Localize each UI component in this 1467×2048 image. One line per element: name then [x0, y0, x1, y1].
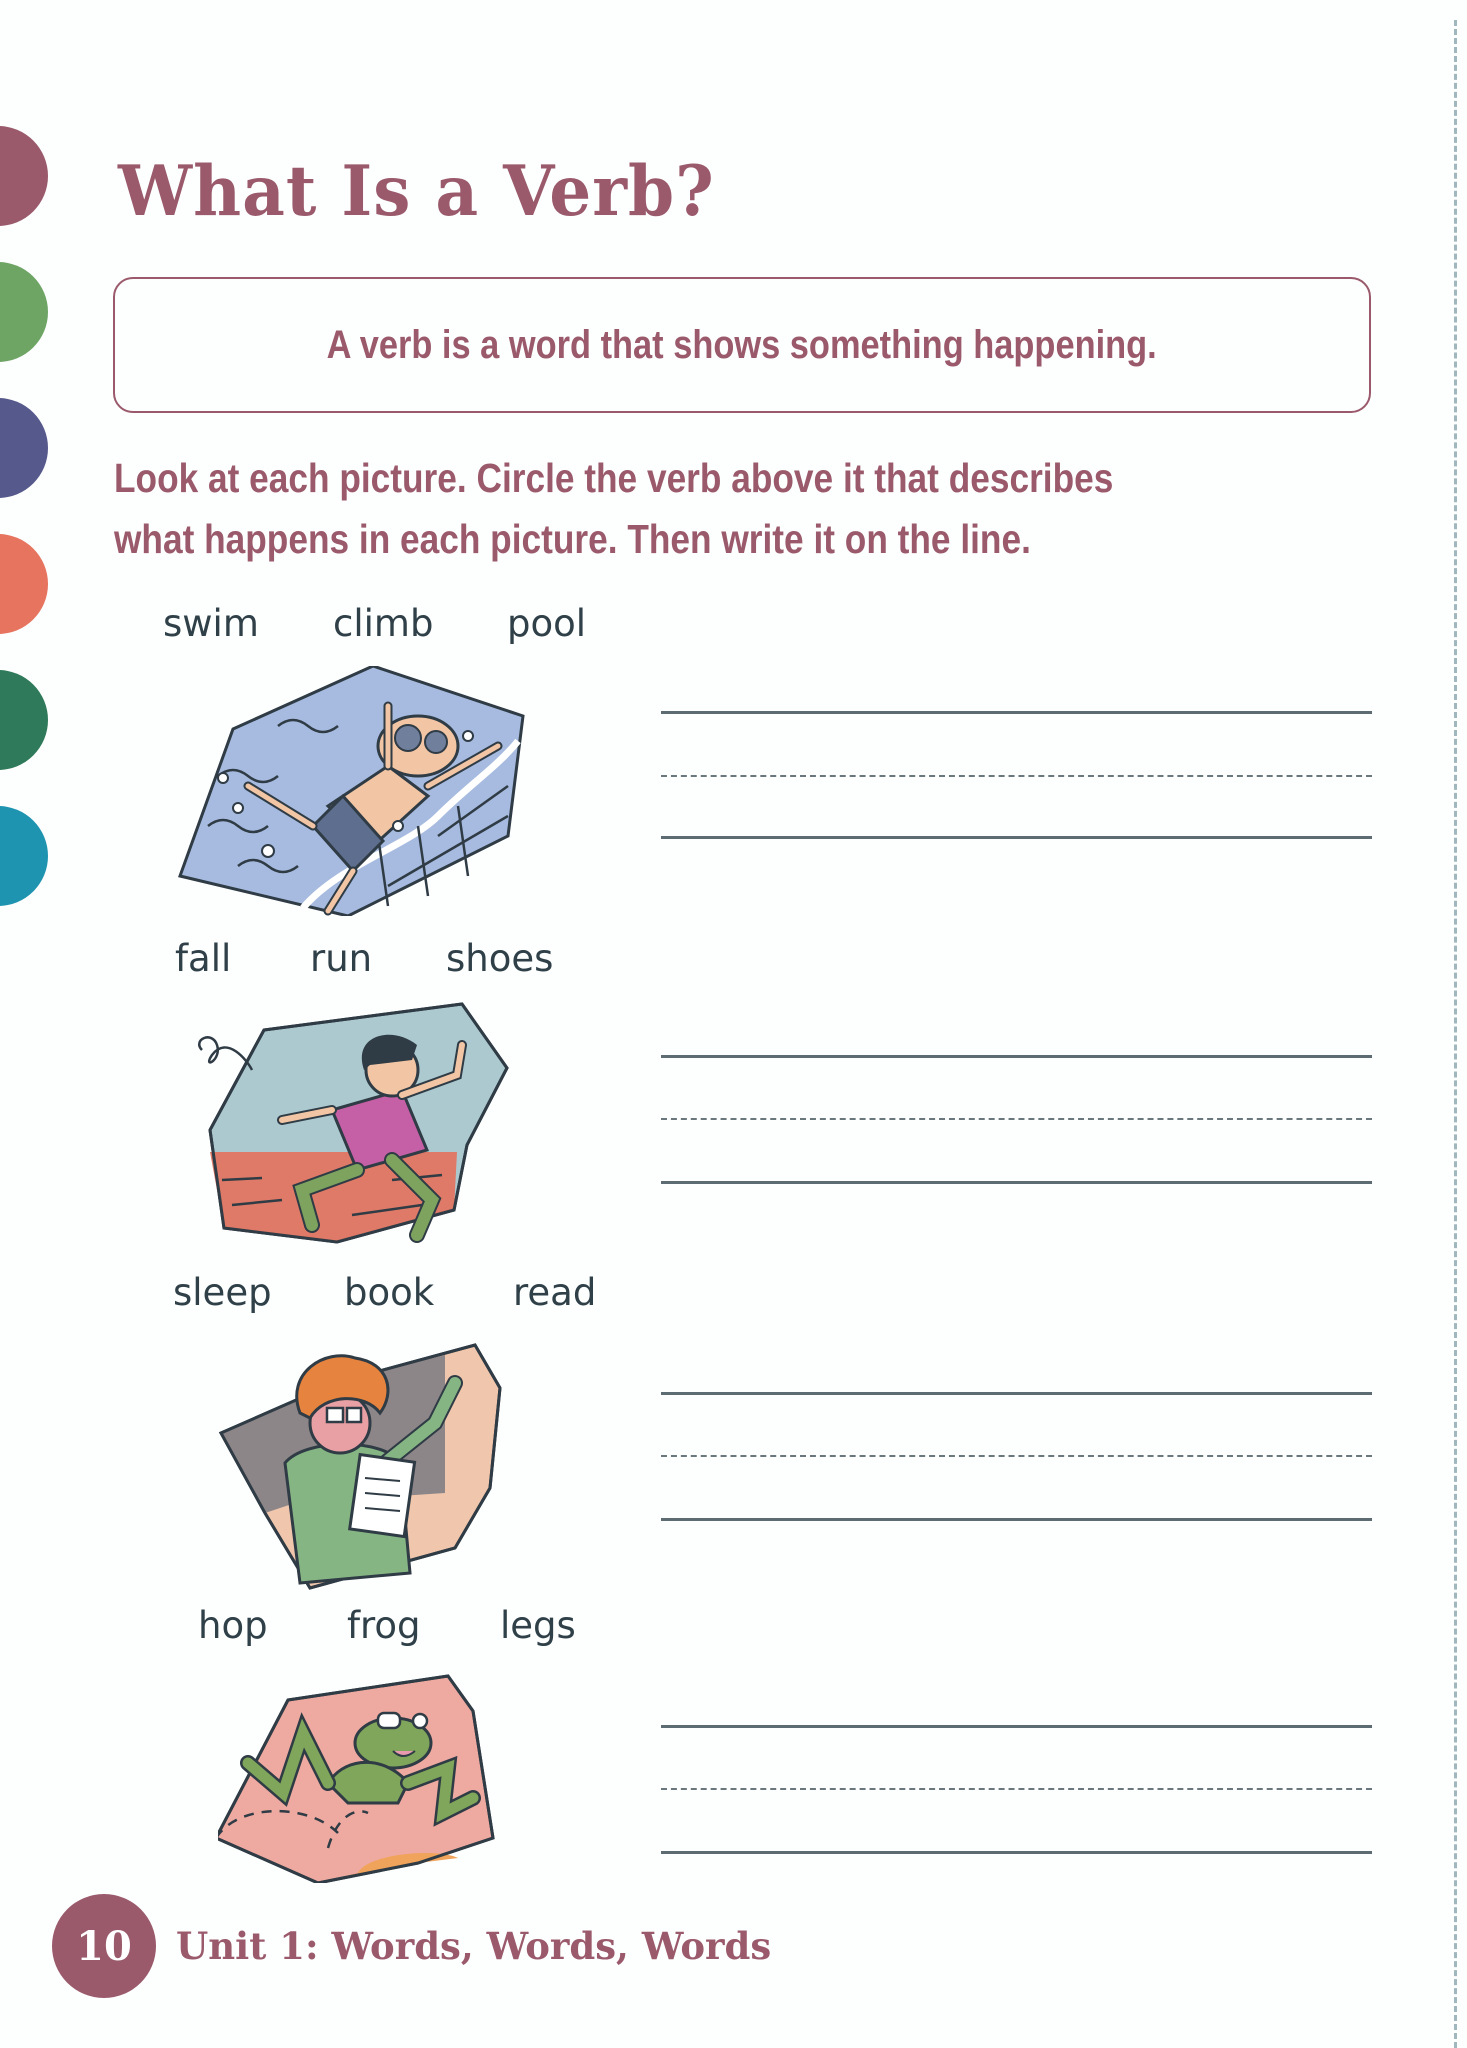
word-option[interactable]: read: [513, 1271, 597, 1314]
definition-text: A verb is a word that shows something happening.: [326, 322, 1158, 367]
instructions: [114, 448, 1189, 570]
word-option[interactable]: climb: [333, 602, 434, 645]
word-option[interactable]: book: [344, 1271, 435, 1314]
swimmer-in-pool-illustration: [178, 666, 530, 916]
word-option[interactable]: shoes: [446, 937, 554, 980]
word-option[interactable]: sleep: [173, 1271, 272, 1314]
side-tab-indigo: [0, 398, 48, 498]
side-tab-green: [0, 262, 48, 362]
answer-line-base[interactable]: [661, 1518, 1372, 1521]
word-option[interactable]: hop: [198, 1604, 268, 1647]
unit-title: Unit 1: Words, Words, Words: [176, 1924, 772, 1968]
word-option[interactable]: swim: [163, 602, 259, 645]
answer-line-top[interactable]: [661, 1725, 1372, 1728]
side-tab-maroon: [0, 126, 48, 226]
girl-running-illustration: [192, 1000, 518, 1245]
word-option[interactable]: legs: [500, 1604, 576, 1647]
word-option[interactable]: fall: [175, 937, 232, 980]
answer-line-top[interactable]: [661, 1392, 1372, 1395]
page-number-badge: [52, 1894, 156, 1998]
side-tab-coral: [0, 534, 48, 634]
definition-box: [113, 277, 1371, 413]
answer-line-top[interactable]: [661, 1055, 1372, 1058]
woman-reading-paper-illustration: [215, 1343, 505, 1593]
instructions-line-2: what happens in each picture. Then write it on the line.: [114, 516, 1031, 562]
word-option[interactable]: run: [310, 937, 373, 980]
word-option[interactable]: frog: [347, 1604, 421, 1647]
frog-hopping-illustration: [218, 1673, 513, 1883]
answer-line-top[interactable]: [661, 711, 1372, 714]
page-title: What Is a Verb?: [118, 150, 715, 232]
side-tab-dark-green: [0, 670, 48, 770]
side-tab-teal: [0, 806, 48, 906]
answer-line-mid: [661, 1788, 1372, 1790]
answer-line-mid: [661, 1118, 1372, 1120]
answer-line-base[interactable]: [661, 836, 1372, 839]
instructions-line-1: Look at each picture. Circle the verb above it that describes: [114, 455, 1114, 501]
answer-line-mid: [661, 775, 1372, 777]
answer-line-base[interactable]: [661, 1851, 1372, 1854]
page-number: 10: [76, 1922, 132, 1970]
word-option[interactable]: pool: [507, 602, 587, 645]
answer-line-mid: [661, 1455, 1372, 1457]
answer-line-base[interactable]: [661, 1181, 1372, 1184]
page-edge-perforation: [1454, 20, 1461, 2048]
